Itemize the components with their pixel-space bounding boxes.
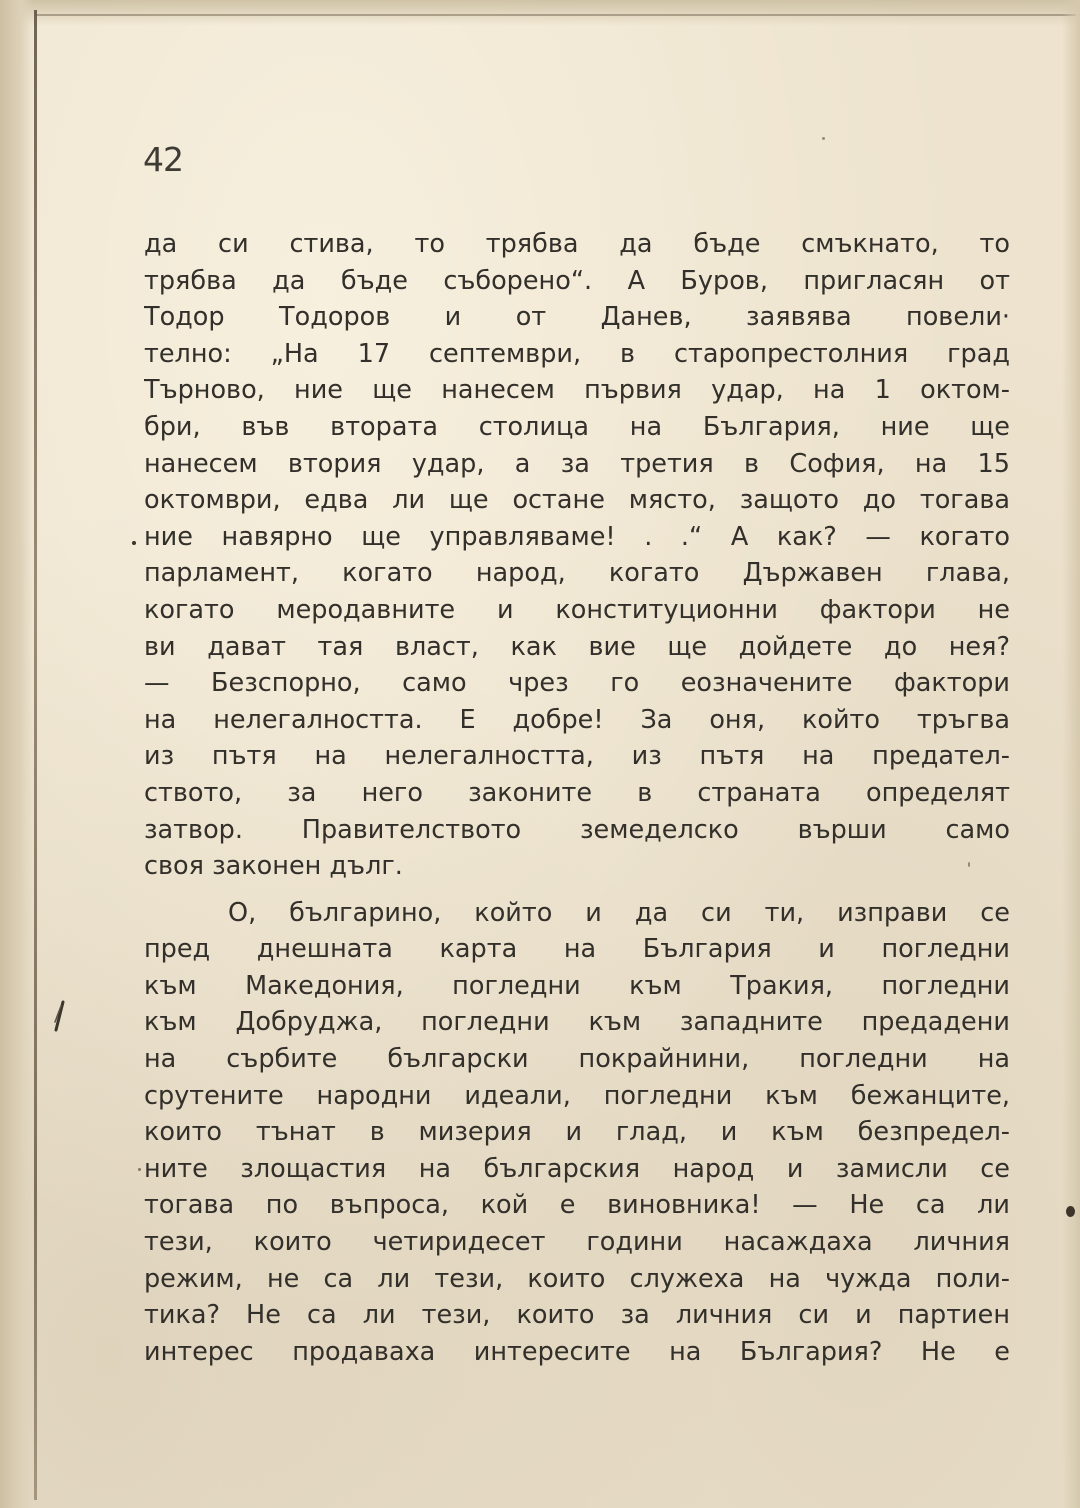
- text-line: затвор. Правителството земеделско върши само: [144, 814, 1010, 845]
- text-line: ните злощастия на българския народ и замисли се: [144, 1153, 1010, 1184]
- binding-fold-line: [34, 10, 37, 1500]
- text-line: — Безспорно, само чрез го еозначените фактори: [144, 668, 1010, 699]
- text-line: които тънат в мизерия и глад, и към безпредел-: [144, 1117, 1010, 1148]
- paper-speck: [1066, 1206, 1075, 1217]
- paragraph: [144, 226, 1010, 885]
- text-line: парламент, когато народ, когато Държавен глава,: [144, 558, 1010, 589]
- page-top-edge: [0, 0, 1080, 26]
- text-line: към Добруджа, погледни към западните предадени: [144, 1007, 1010, 1038]
- paragraph: [144, 895, 1010, 1371]
- text-line: пред днешната карта на България и погледни: [144, 934, 1010, 965]
- text-line: из пътя на нелегалността, из пътя на предател-: [144, 741, 1010, 772]
- text-line: ние навярно ще управляваме! . .“ А как? — когато: [144, 521, 1010, 552]
- text-line: октомври, едва ли ще остане място, защото до тогава: [144, 485, 1010, 516]
- text-line: интерес продаваха интересите на България? Не е: [144, 1336, 1010, 1367]
- text-line: тези, които четиридесет години насаждаха личния: [144, 1227, 1010, 1258]
- page-number: 42: [143, 140, 183, 179]
- text-line: телно: „На 17 септември, в старопрестолния град: [144, 338, 1010, 369]
- page-right-edge: [1062, 0, 1080, 1508]
- page-left-edge: [0, 0, 34, 1508]
- text-line: бри, във втората столица на България, ние ще: [144, 411, 1010, 442]
- text-line: тика? Не са ли тези, които за личния си и партиен: [144, 1300, 1010, 1331]
- text-line: да си стива, то трябва да бъде смъкнато, то: [144, 229, 1010, 259]
- page-top-rule: [36, 14, 1076, 16]
- text-line: ви дават тая власт, как вие ще дойдете до нея?: [144, 631, 1010, 662]
- body-text: [144, 226, 1010, 1370]
- paper-speck: [968, 862, 970, 867]
- text-line: трябва да бъде съборено“. А Буров, пригласян от: [144, 265, 1010, 296]
- text-line: ството, за него законите в страната определят: [144, 777, 1010, 808]
- text-line: на нелегалността. Е добре! За оня, който тръгва: [144, 704, 1010, 735]
- paper-speck: [132, 541, 136, 545]
- text-line: О, българино, който и да си ти, изправи се: [228, 897, 1010, 928]
- text-line: тогава по въпроса, кой е виновника! — Не са ли: [144, 1190, 1010, 1221]
- paragraph-gap: [144, 885, 1010, 895]
- text-line: към Македония, погледни към Тракия, погледни: [144, 970, 1010, 1001]
- text-line: срутените народни идеали, погледни към бежанците,: [144, 1080, 1010, 1111]
- text-line: своя законен дълг.: [144, 851, 403, 882]
- text-line: Тодор Тодоров и от Данев, заявява повели·: [144, 302, 1010, 333]
- text-line: когато меродавните и конституционни фактори не: [144, 594, 1010, 625]
- paper-speck: [822, 137, 825, 140]
- pencil-mark: [52, 1000, 66, 1034]
- text-line: режим, не са ли тези, които служеха на чужда поли-: [144, 1263, 1010, 1294]
- text-line: Търново, ние ще нанесем първия удар, на 1 октом-: [144, 375, 1010, 406]
- text-line: нанесем втория удар, а за третия в София, на 15: [144, 448, 1010, 479]
- paper-speck: [138, 1168, 141, 1171]
- text-line: на сърбите български покрайнини, погледни на: [144, 1044, 1010, 1075]
